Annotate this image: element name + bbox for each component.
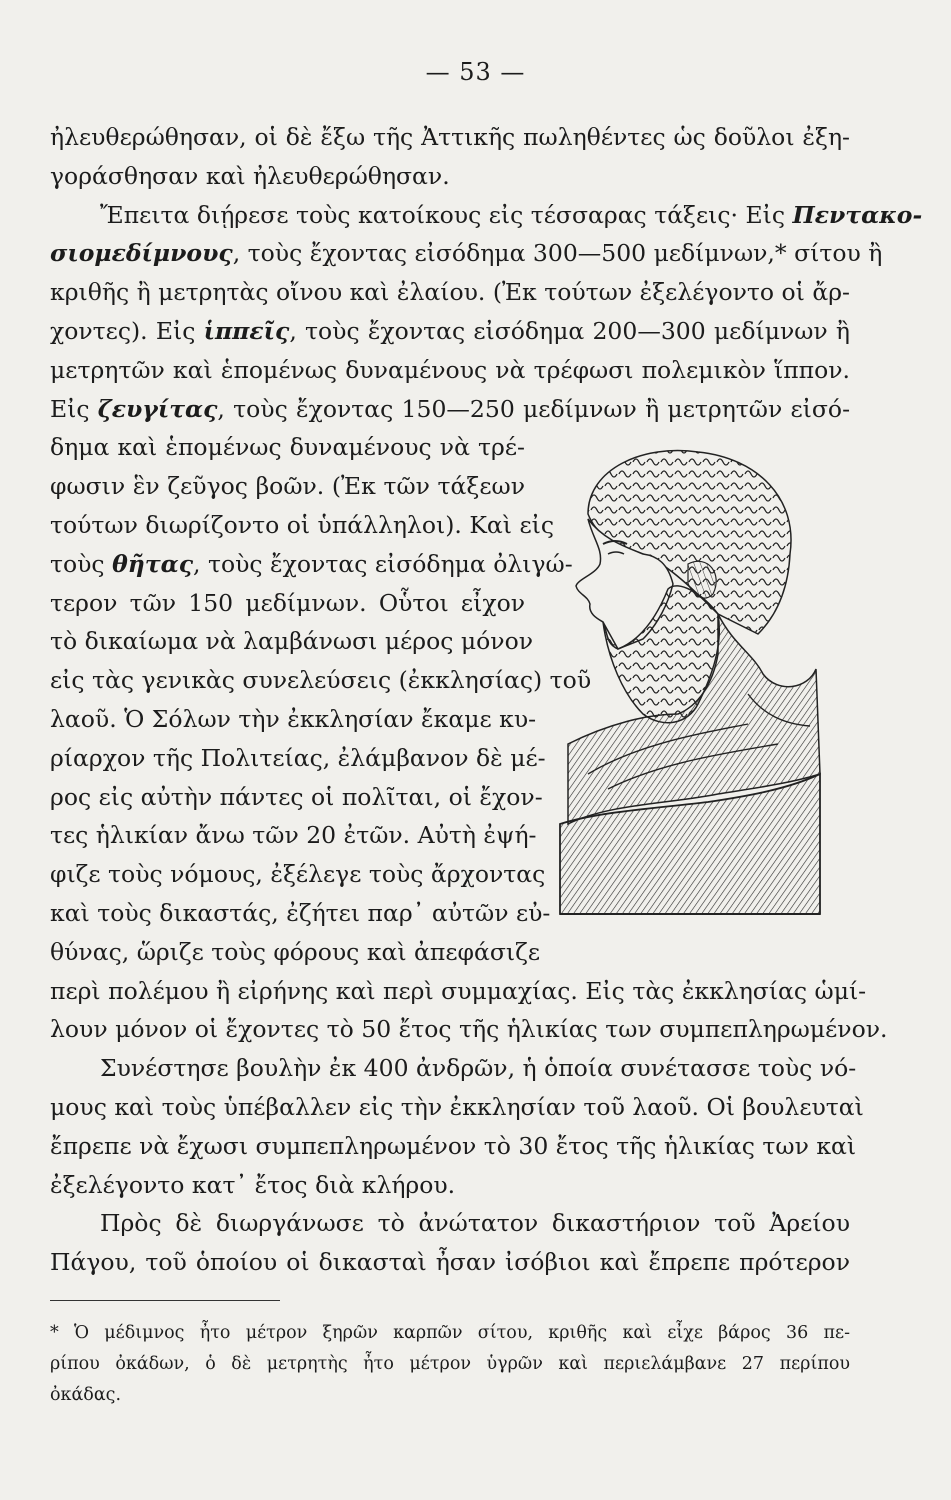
text-line: ρος εἰς αὐτὴν πάντες οἱ πολῖται, οἱ ἔχον- — [50, 782, 543, 811]
text-line: δημα καὶ ἑπομένως δυναμένους νὰ τρέ- — [50, 433, 525, 462]
term-hippeis: ἱππεῖς — [203, 316, 290, 345]
page-number: — 53 — — [425, 58, 526, 86]
term-zeugitai: ζευγίτας — [97, 394, 218, 423]
text-line: καὶ τοὺς δικαστάς, ἐζήτει παρ᾿ αὐτῶν εὐ- — [50, 898, 551, 927]
text-line: εἰς τὰς γενικὰς συνελεύσεις (ἐκκλησίας) τοῦ — [50, 666, 592, 695]
text-line: φωσιν ἓν ζεῦγος βοῶν. (Ἐκ τῶν τάξεων — [50, 472, 525, 501]
term-pentakosiomedimnoi: Πεντακο- — [792, 200, 923, 229]
paragraph-4 — [50, 1204, 850, 1282]
footnote-divider — [50, 1300, 280, 1301]
text-line: τοὺς θῆτας, τοὺς ἔχοντας εἰσόδημα ὀλιγώ- — [50, 549, 573, 578]
footnote — [50, 1318, 850, 1411]
text-line: χοντες). Εἰς ἱππεῖς, τοὺς ἔχοντας εἰσόδημα 200—300 μεδίμνων ἢ — [50, 316, 850, 345]
text-line: ρίαρχον τῆς Πολιτείας, ἐλάμβανον δὲ μέ- — [50, 743, 546, 772]
term-thetes: θῆτας — [112, 549, 194, 578]
footnote-line: ρίπου ὀκάδων, ὁ δὲ μετρητὴς ἦτο μέτρον ὑγρῶν καὶ περιελάμβανε 27 περίπου — [50, 1354, 850, 1374]
text-line: τὸ δικαίωμα νὰ λαμβάνωσι μέρος μόνον — [50, 627, 534, 656]
text-line: μετρητῶν καὶ ἑπομένως δυναμένους νὰ τρέφωσι πολεμικὸν ἵππον. — [50, 355, 850, 384]
text-line: λαοῦ. Ὁ Σόλων τὴν ἐκκλησίαν ἔκαμε κυ- — [50, 704, 537, 733]
text-line: ἐξελέγοντο κατ᾿ ἔτος διὰ κλήρου. — [50, 1170, 456, 1199]
text-line: Ἔπειτα διῄρεσε τοὺς κατοίκους εἰς τέσσαρας τάξεις· Εἰς Πεντακο- — [100, 200, 923, 229]
paragraph-3 — [50, 1049, 864, 1204]
text-line: μους καὶ τοὺς ὑπέβαλλεν εἰς τὴν ἐκκλησίαν τοῦ λαοῦ. Οἱ βουλευταὶ — [50, 1092, 864, 1121]
text-line: ἠλευθερώθησαν, οἱ δὲ ἔξω τῆς Ἀττικῆς πωληθέντες ὡς δοῦλοι ἐξη- — [50, 123, 850, 151]
text-line: φιζε τοὺς νόμους, ἐξέλεγε τοὺς ἄρχοντας — [50, 860, 546, 889]
footnote-line: ὀκάδας. — [50, 1385, 122, 1405]
paragraph-1 — [50, 118, 850, 196]
text-line: Συνέστησε βουλὴν ἐκ 400 ἀνδρῶν, ἡ ὁποία συνέτασσε τοὺς νό- — [100, 1054, 857, 1083]
text-line: περὶ πολέμου ἢ εἰρήνης καὶ περὶ συμμαχίας. Εἰς τὰς ἐκκλησίας ὡμί- — [50, 976, 867, 1005]
text-line: ἔπρεπε νὰ ἔχωσι συμπεπληρωμένον τὸ 30 ἔτος τῆς ἡλικίας των καὶ — [50, 1131, 857, 1160]
text-line: σιομεδίμνους, τοὺς ἔχοντας εἰσόδημα 300—500 μεδίμνων,* σίτου ἢ — [50, 239, 883, 268]
text-line: Πρὸς δὲ διωργάνωσε τὸ ἀνώτατον δικαστήριον τοῦ Ἀρείου — [100, 1209, 850, 1238]
text-line: λουν μόνον οἱ ἔχοντες τὸ 50 ἔτος τῆς ἡλικίας των συμπεπληρωμένον. — [50, 1015, 888, 1044]
text-line: κριθῆς ἢ μετρητὰς οἴνου καὶ ἐλαίου. (Ἐκ τούτων ἐξελέγοντο οἱ ἄρ- — [50, 278, 850, 307]
text-line: Εἰς ζευγίτας, τοὺς ἔχοντας 150—250 μεδίμνων ἢ μετρητῶν εἰσό- — [50, 394, 851, 423]
footnote-line: * Ὁ μέδιμνος ἦτο μέτρον ξηρῶν καρπῶν σίτου, κριθῆς καὶ εἶχε βάρος 36 πε- — [50, 1323, 850, 1343]
text-line: γοράσθησαν καὶ ἠλευθερώθησαν. — [50, 161, 450, 190]
text-line: θύνας, ὥριζε τοὺς φόρους καὶ ἀπεφάσιζε — [50, 937, 541, 966]
text-line: τούτων διωρίζοντο οἱ ὑπάλληλοι). Καὶ εἰς — [50, 510, 555, 539]
text-line: Πάγου, τοῦ ὁποίου οἱ δικασταὶ ἦσαν ἰσόβιοι καὶ ἔπρεπε πρότερον — [50, 1248, 850, 1277]
text-line: τες ἡλικίαν ἄνω τῶν 20 ἐτῶν. Αὐτὴ ἐψή- — [50, 821, 537, 850]
solon-bust-illustration — [548, 444, 833, 914]
text-line: τερον τῶν 150 μεδίμνων. Οὗτοι εἶχον — [50, 588, 525, 617]
